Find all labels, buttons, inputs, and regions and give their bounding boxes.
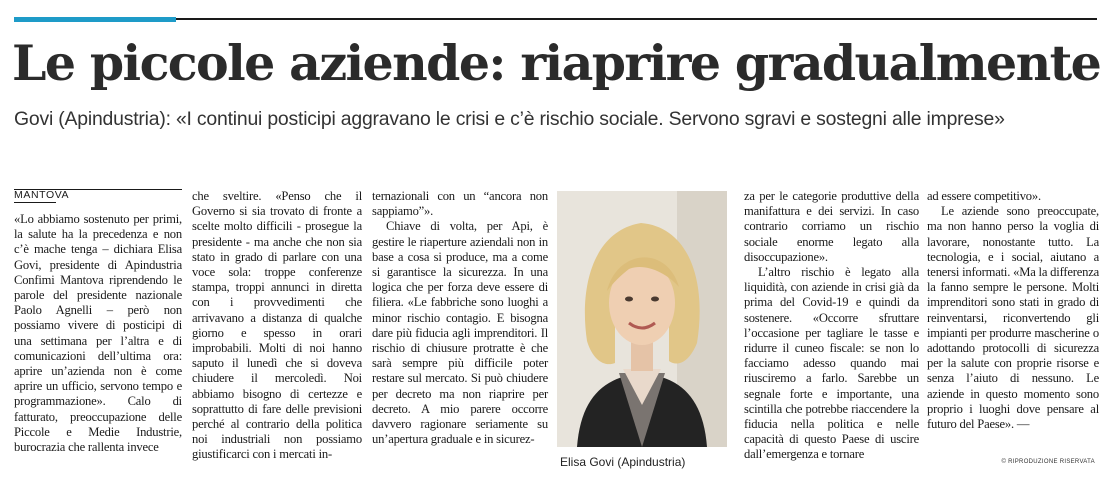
column-2-text: che sveltire. «Penso che il Governo si sia trovato di fronte a scelte molto difficili - prosegue la presidente - ma anche che non sia stato in grado di parlare con una voce sola: troppe conferenze stampa, troppi annunci in diretta con i provvedimenti che arrivavano a distanza di qualche giorno e spesso in orari improbabili. Molti di noi hanno saputo il lunedì che si doveva chiudere il mercoledì. Noi abbiamo bisogno di certezze e soprattutto di fare delle previsioni perché al contrario della politica noi industriali non possiamo giustificarci con i mercati in- — [192, 189, 362, 462]
article-column-2 — [192, 189, 362, 463]
column-1-rule — [14, 189, 182, 190]
article-column-5 — [927, 189, 1099, 432]
photo-caption: Elisa Govi (Apindustria) — [560, 455, 686, 469]
column-4-text-b: L’altro rischio è legato alla liquidità, con aziende in crisi già da prima del Covid-19 e quindi da sostenere. «Occorre sfruttare l’occasione per tagliare le tasse e ridurre il cuneo fiscale: se non lo facciamo adesso quando mai riusciremo a farlo. Sarebbe un segnale forte e importante, una scintilla che potrebbe riaccendere la fiducia nella politica e nelle capacità di questo Paese di uscire dall’emergenza e tornare — [744, 265, 919, 462]
top-rule — [176, 18, 1097, 20]
column-4-text-a: za per le categorie produttive della manifattura e dei servizi. In caso contrario corriamo un rischio sociale enorme legato alla disoccupazione». — [744, 189, 919, 264]
portrait-photo — [557, 191, 727, 447]
column-3-text-a: ternazionali con un “ancora non sappiamo”». — [372, 189, 548, 219]
copyright-credit: © RIPRODUZIONE RISERVATA — [1001, 459, 1095, 465]
article-column-3 — [372, 189, 548, 447]
column-3-text-b: Chiave di volta, per Api, è gestire le riaperture aziendali non in base a cosa si produce, ma a come si garantisce la sicurezza. In una logica che per forza deve essere di filiera. «Le fabbriche sono luoghi a minor rischio contagio. E bisogna dare più fiducia agli imprenditori. Il rischio di chiusure protratte è che sarà sempre più difficile poter restare sul mercato. Si può chiudere per decreto ma non riaprire per decreto. A mio parere occorre davvero ragionare seriamente su un’apertura graduale e in sicurez- — [372, 219, 548, 447]
accent-bar — [14, 17, 176, 22]
article-column-4 — [744, 189, 919, 463]
article-column-1 — [14, 189, 182, 455]
headline: Le piccole aziende: riaprire gradualmente — [12, 34, 1101, 92]
column-5-text-a: ad essere competitivo». — [927, 189, 1041, 203]
subtitle: Govi (Apindustria): «I continui posticipi aggravano le crisi e c’è rischio sociale. Servono sgravi e sostegni alle imprese» — [14, 108, 1005, 130]
portrait-illustration — [557, 191, 727, 447]
column-5-text-b: Le aziende sono preoccupate, ma non hanno perso la voglia di lavorare, nonostante tutto. La tecnologia, e i social, aiutano a tenersi informati. «Ma la differenza la fanno sempre le persone. Molti imprenditori sono stati in grado di reinventarsi, riconvertendo gli impianti per produrre mascherine o adottando protocolli di sicurezza per la salute con proprie risorse e senza l’aiuto di nessuno. Le aziende in questo momento sono proprio i luoghi dove pensare al futuro del Paese». — — [927, 204, 1099, 432]
section-kicker: MANTOVA — [14, 189, 70, 201]
column-1-text: «Lo abbiamo sostenuto per primi, la salute ha la precedenza e non c’è mache tenga – dichiara Elisa Govi, presidente di Apindustria Confimi Mantova riprendendo le parole del presidente nazionale Paolo Agnelli – però non possiamo vivere di posticipi di una settimana per l’altra e di comunicazioni dell’ultima ora: aprire un’azienda non è come aprire un ufficio, servono tempo e programmazione». Calo di fatturato, preoccupazione delle Piccole e Medie Industrie, burocrazia che rallenta invece — [14, 212, 182, 455]
